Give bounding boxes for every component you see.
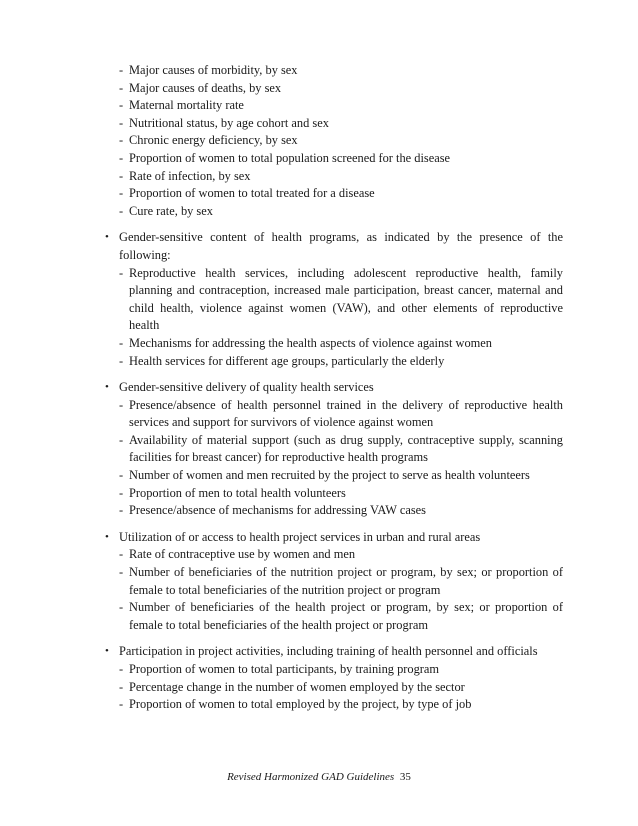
sub-item-text: Presence/absence of mechanisms for addressing VAW cases — [129, 503, 426, 518]
sub-item-text: Proportion of women to total participants, by training program — [129, 662, 440, 676]
sub-item-text: Availability of material support (such as drug supply, contraceptive supply, scanning facilities for breast cancer) for reproductive health programs — [129, 432, 563, 465]
bullet-text: Utilization of or access to health project services in urban and rural areas — [119, 529, 481, 544]
dash-marker: - — [119, 485, 124, 500]
footer-title: Revised Harmonized GAD Guidelines — [227, 771, 395, 783]
sub-item-text: Major causes of morbidity, by sex — [129, 63, 298, 77]
sub-item-text: Rate of infection, by sex — [129, 168, 251, 183]
dash-marker: - — [119, 115, 124, 130]
bullet-body — [119, 643, 563, 713]
sub-item — [119, 467, 563, 485]
sub-item-text: Proportion of women to total employed by the project, by type of job — [129, 697, 472, 712]
sub-item — [119, 168, 563, 186]
sub-item — [119, 546, 563, 564]
bullet-text: Gender-sensitive delivery of quality health services — [119, 380, 374, 395]
bullet-icon: • — [105, 645, 109, 658]
bullet-list — [105, 229, 563, 713]
bullet-body — [119, 379, 563, 520]
sub-item-text: Proportion of men to total health volunteers — [129, 485, 346, 500]
sub-item-text: Number of beneficiaries of the nutrition project or program, by sex; or proportion of female to total beneficiaries of the nutrition project or program — [129, 565, 563, 597]
dash-marker: - — [119, 600, 124, 615]
sub-item-text: Presence/absence of health personnel trained in the delivery of reproductive health services and support for survivors of violence against women — [129, 397, 563, 430]
dash-marker: - — [119, 432, 124, 447]
sub-item — [119, 502, 563, 520]
bullet-icon: • — [105, 381, 109, 394]
sub-item — [119, 335, 563, 353]
sub-item-text: Maternal mortality rate — [129, 98, 244, 113]
sub-item — [119, 80, 563, 98]
intro-list — [105, 62, 563, 220]
page-number: 35 — [399, 771, 411, 783]
bullet-item — [105, 643, 563, 713]
sub-item-text: Percentage change in the number of women employed by the sector — [129, 679, 465, 694]
dash-marker: - — [119, 80, 124, 95]
sub-list — [105, 546, 563, 634]
sub-list — [105, 661, 563, 714]
dash-marker: - — [119, 468, 124, 483]
dash-marker: - — [119, 63, 124, 77]
dash-marker: - — [119, 203, 124, 218]
sub-item-text: Proportion of women to total treated for a disease — [129, 186, 375, 201]
sub-item — [119, 353, 563, 371]
dash-marker: - — [119, 265, 124, 280]
sub-item — [119, 185, 563, 203]
page-content — [105, 62, 563, 714]
dash-marker: - — [119, 133, 124, 148]
sub-item-text: Chronic energy deficiency, by sex — [129, 133, 298, 148]
dash-marker: - — [119, 397, 124, 412]
dash-marker: - — [119, 98, 124, 113]
sub-item-text: Major causes of deaths, by sex — [129, 80, 282, 95]
dash-marker: - — [119, 679, 124, 694]
bullet-body — [119, 529, 563, 635]
bullet-icon: • — [105, 231, 109, 244]
sub-item — [119, 599, 563, 634]
sub-item-text: Number of beneficiaries of the health project or program, by sex; or proportion of female to total beneficiaries of the health project or program — [129, 600, 563, 632]
sub-item — [119, 661, 563, 679]
sub-list — [105, 265, 563, 371]
sub-item — [119, 485, 563, 503]
dash-marker: - — [119, 335, 124, 350]
sub-item-text: Reproductive health services, including adolescent reproductive health, family planning and contraception, increased male participation, breast cancer, maternal and child health, violence against women (VAW), and other elements of reproductive health — [129, 265, 563, 333]
bullet-icon: • — [105, 530, 109, 543]
bullet-item — [105, 529, 563, 635]
sub-item — [119, 150, 563, 168]
sub-item — [119, 203, 563, 221]
dash-marker: - — [119, 697, 124, 712]
sub-item — [119, 265, 563, 335]
dash-marker: - — [119, 503, 124, 518]
bullet-text: Participation in project activities, including training of health personnel and officials — [119, 644, 538, 659]
dash-marker: - — [119, 168, 124, 183]
sub-item — [119, 62, 563, 80]
sub-item-text: Cure rate, by sex — [129, 203, 213, 218]
sub-item — [119, 432, 563, 467]
sub-item — [119, 696, 563, 714]
dash-marker: - — [119, 662, 124, 676]
sub-item — [119, 679, 563, 697]
sub-item — [119, 564, 563, 599]
bullet-item — [105, 379, 563, 520]
sub-item — [119, 397, 563, 432]
sub-item-text: Mechanisms for addressing the health aspects of violence against women — [129, 335, 493, 350]
sub-item-text: Rate of contraceptive use by women and men — [129, 547, 356, 562]
sub-item — [119, 115, 563, 133]
dash-marker: - — [119, 565, 124, 580]
sub-item — [119, 132, 563, 150]
sub-item-text: Health services for different age groups, particularly the elderly — [129, 353, 445, 368]
dash-marker: - — [119, 547, 124, 562]
dash-marker: - — [119, 186, 124, 201]
dash-marker: - — [119, 150, 124, 165]
bullet-body — [119, 229, 563, 370]
sub-item — [119, 97, 563, 115]
sub-item-text: Number of women and men recruited by the project to serve as health volunteers — [129, 468, 530, 483]
page-footer — [0, 771, 638, 783]
sub-list — [105, 397, 563, 520]
bullet-text: Gender-sensitive content of health programs, as indicated by the presence of the following: — [119, 230, 563, 262]
bullet-item — [105, 229, 563, 370]
sub-item-text: Nutritional status, by age cohort and sex — [129, 115, 329, 130]
sub-item-text: Proportion of women to total population screened for the disease — [129, 150, 451, 165]
dash-marker: - — [119, 353, 124, 368]
